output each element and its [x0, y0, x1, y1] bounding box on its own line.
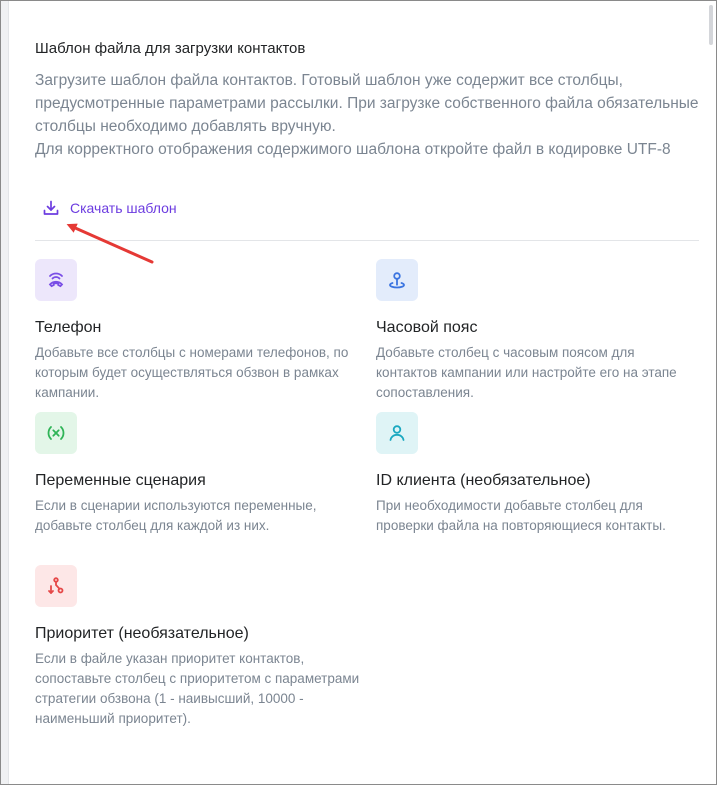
- column-title: Приоритет (необязательное): [35, 625, 249, 642]
- description-line-2: Для корректного отображения содержимого шаблона откройте файл в кодировке UTF-8: [35, 141, 671, 158]
- download-template-label: Скачать шаблон: [70, 200, 177, 216]
- variable-x-icon: [35, 412, 77, 454]
- phone-waves-icon: [35, 259, 77, 301]
- column-item-client-id: [376, 412, 696, 536]
- column-description: Если в сценарии используются переменные, добавьте столбец для каждой из них.: [35, 498, 317, 533]
- priority-flow-icon: [35, 565, 77, 607]
- section-description: [35, 69, 699, 161]
- column-description: Если в файле указан приоритет контактов, сопоставьте столбец с приоритетом с параметрами стратегии обзвона (1 - наивысший, 10000 - наименьший приоритет).: [35, 651, 360, 726]
- section-title: Шаблон файла для загрузки контактов: [35, 40, 306, 57]
- column-item-timezone: [376, 259, 696, 403]
- location-pin-icon: [376, 259, 418, 301]
- divider: [35, 240, 699, 241]
- column-item-priority: [35, 565, 365, 729]
- column-description: Добавьте все столбцы с номерами телефонов, по которым будет осуществляться обзвон в рамках кампании.: [35, 345, 349, 400]
- description-line-1: Загрузите шаблон файла контактов. Готовый шаблон уже содержит все столбцы, предусмотренные параметрами рассылки. При загрузке собственного файла обязательные столбцы необходимо добавлять вручную.: [35, 72, 699, 135]
- template-section: [35, 39, 699, 726]
- column-description: При необходимости добавьте столбец для проверки файла на повторяющиеся контакты.: [376, 498, 666, 533]
- column-item-phone: [35, 259, 365, 403]
- column-title: ID клиента (необязательное): [376, 472, 591, 489]
- column-title: Часовой пояс: [376, 319, 478, 336]
- column-item-variables: [35, 412, 365, 536]
- column-title: Телефон: [35, 319, 102, 336]
- left-edge: [1, 1, 9, 784]
- column-title: Переменные сценария: [35, 472, 206, 489]
- download-template-button[interactable]: [42, 199, 177, 217]
- download-icon: [42, 199, 60, 217]
- scrollbar[interactable]: [709, 5, 713, 45]
- user-icon: [376, 412, 418, 454]
- column-description: Добавьте столбец с часовым поясом для контактов кампании или настройте его на этапе сопоставления.: [376, 345, 677, 400]
